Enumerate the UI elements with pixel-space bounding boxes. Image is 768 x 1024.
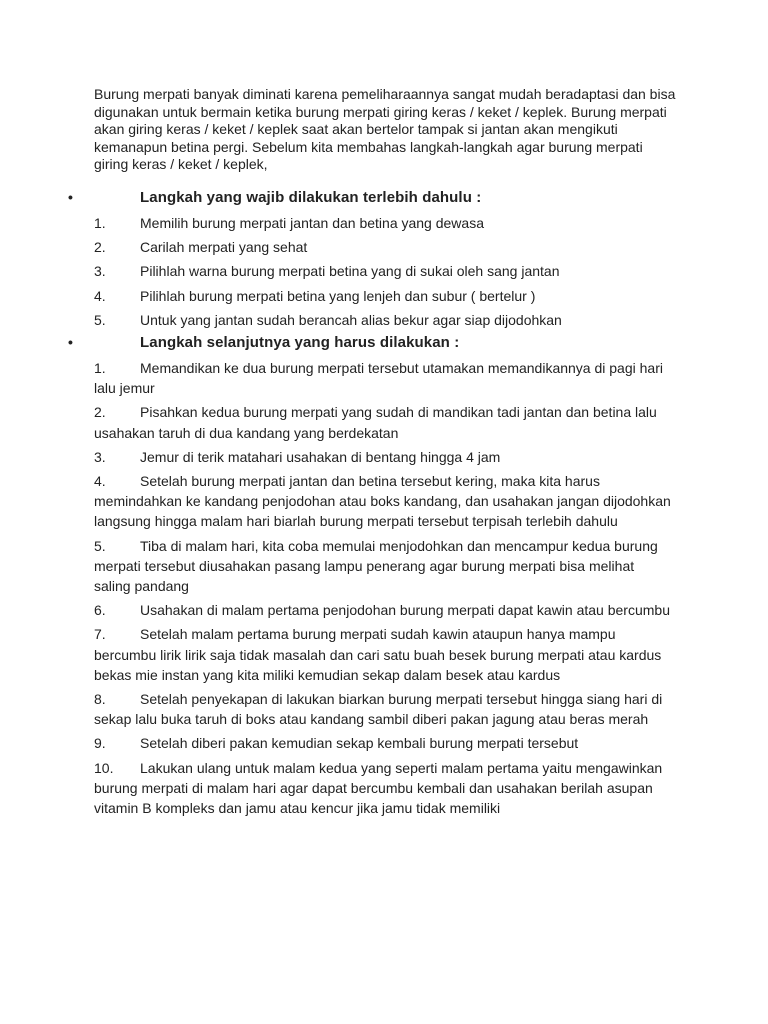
list-item: 2. Carilah merpati yang sehat	[94, 239, 308, 256]
list-item: 5. Tiba di malam hari, kita coba memulai menjodohkan dan mencampur kedua burung merpati tersebut diusahakan pasang lampu penerang agar burung merpati bisa melihat saling pandang	[94, 537, 658, 595]
list-item: 7. Setelah malam pertama burung merpati sudah kawin ataupun hanya mampu bercumbu lirik lirik saja tidak masalah dan cari satu buah besek burung merpati atau kardus bekas mie instan yang kita miliki kemudian sekap dalam besek atau kardus	[94, 626, 662, 683]
bullet-icon: •	[68, 334, 74, 350]
list-item: 5. Untuk yang jantan sudah berancah alias bekur agar siap dijodohkan	[94, 311, 562, 328]
list-item: 4. Setelah burung merpati jantan dan betina tersebut kering, maka kita harus memindahkan ke kandang penjodohan atau boks kandang, dan usahakan jangan dijodohkan langsung hingga malam hari biarlah burung merpati tersebut terpisah terlebih dahulu	[94, 473, 671, 530]
list-item: 9. Setelah diberi pakan kemudian sekap kembali burung merpati tersebut	[94, 735, 579, 752]
list-item: 2. Pisahkan kedua burung merpati yang sudah di mandikan tadi jantan dan betina lalu usahakan taruh di dua kandang yang berdekatan	[94, 404, 657, 441]
section2-list	[94, 358, 674, 818]
list-item: 3. Jemur di terik matahari usahakan di bentang hingga 4 jam	[94, 448, 501, 465]
list-item: 10. Lakukan ulang untuk malam kedua yang seperti malam pertama yaitu mengawinkan burung merpati di malam hari agar dapat bercumbu kembali dan usahakan berilah asupan vitamin B kompleks dan jamu atau kencur jika jamu tidak memiliki	[94, 759, 663, 817]
list-item: 6. Usahakan di malam pertama penjodohan burung merpati dapat kawin atau bercumbu	[94, 602, 670, 619]
section1-heading	[68, 189, 708, 206]
section2-heading	[68, 334, 708, 351]
list-item: 8. Setelah penyekapan di lakukan biarkan burung merpati tersebut hingga siang hari di sekap lalu buka taruh di boks atau kandang sambil diberi pakan jagung atau beras merah	[94, 691, 663, 728]
list-item: 3. Pilihlah warna burung merpati betina yang di sukai oleh sang jantan	[94, 263, 560, 280]
list-item: 4. Pilihlah burung merpati betina yang lenjeh dan subur ( bertelur )	[94, 287, 536, 304]
list-item: 1. Memilih burung merpati jantan dan betina yang dewasa	[94, 215, 484, 231]
section1-heading-text: Langkah yang wajib dilakukan terlebih dahulu :	[140, 189, 482, 206]
section2-heading-text: Langkah selanjutnya yang harus dilakukan :	[140, 334, 460, 351]
section1-list	[94, 213, 674, 330]
list-item: 1. Memandikan ke dua burung merpati tersebut utamakan memandikannya di pagi hari lalu jemur	[94, 360, 663, 397]
bullet-icon: •	[68, 189, 74, 205]
intro-paragraph: Burung merpati banyak diminati karena pemeliharaannya sangat mudah beradaptasi dan bisa digunakan untuk bermain ketika burung merpati giring keras / keket / keplek. Burung merpati akan giring keras / keket / keplek saat akan bertelor tampak si jantan akan mengikuti kemanapun betina pergi. Sebelum kita membahas langkah-langkah agar burung merpati giring keras / keket / keplek,	[94, 86, 676, 173]
